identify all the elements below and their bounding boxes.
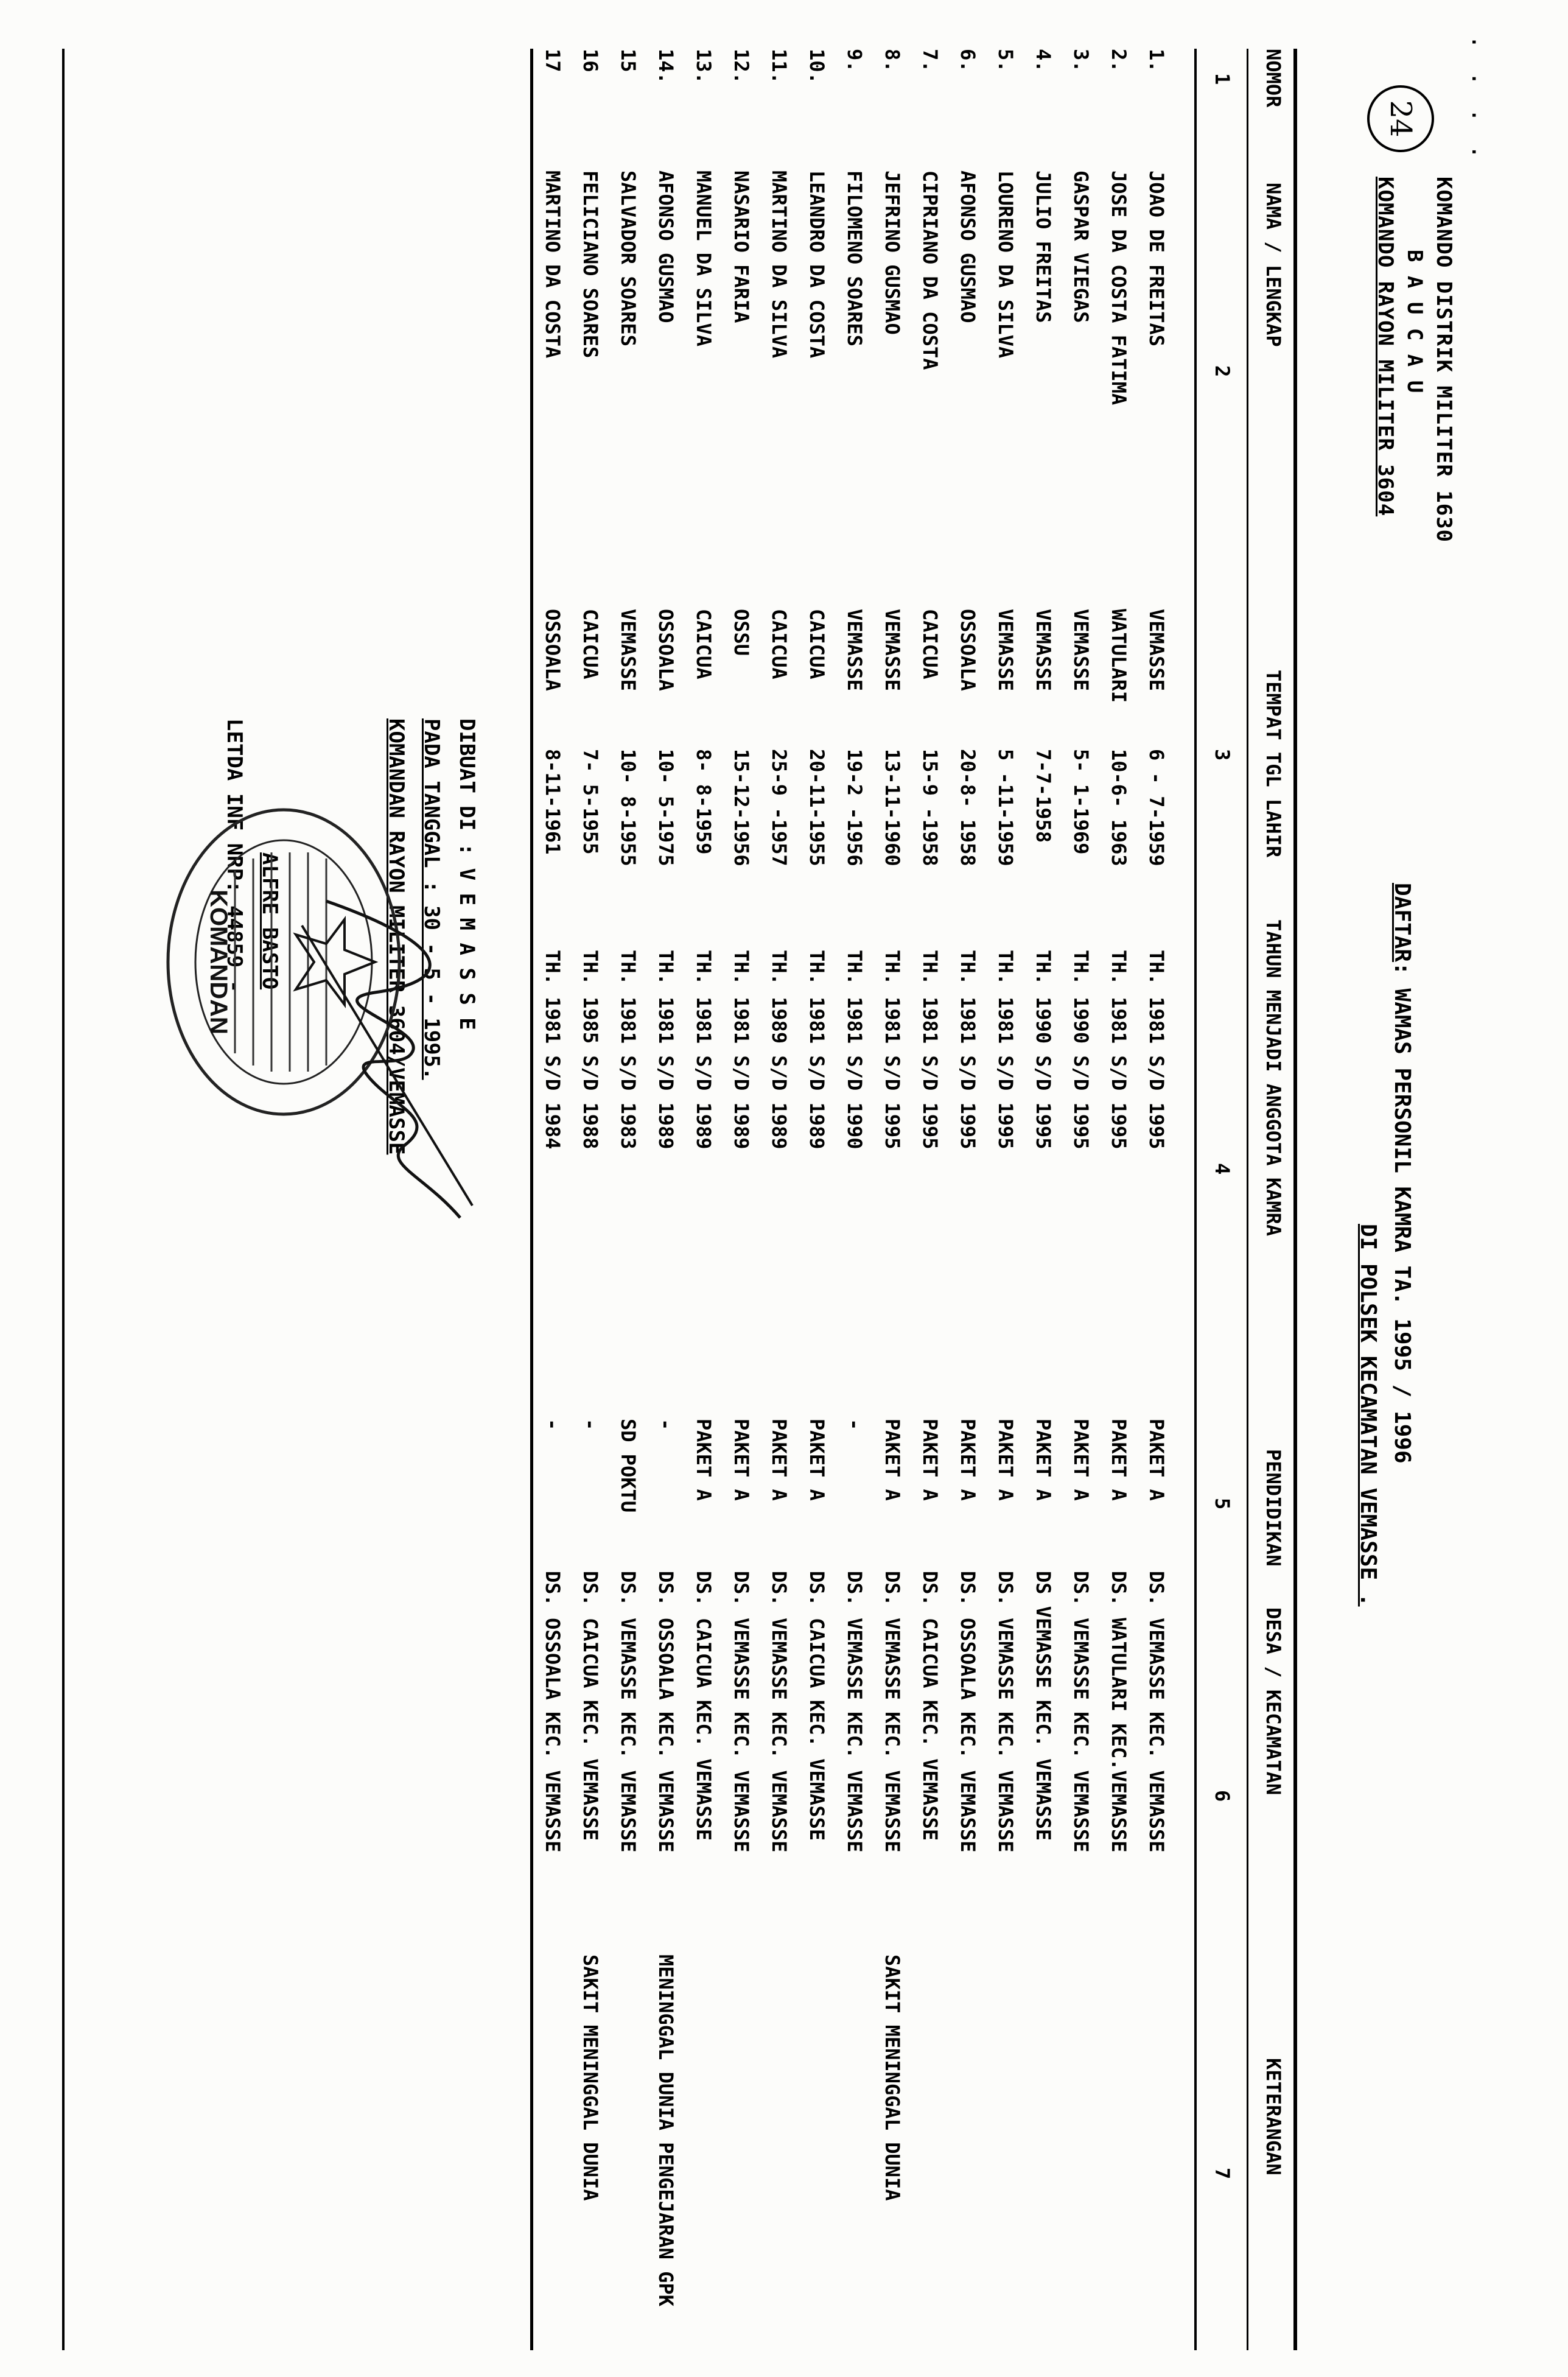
- table-header-row: [1251, 49, 1295, 2350]
- cell-nomor: 4.: [1032, 49, 1055, 72]
- cell-pendidikan: PAKET A: [881, 1419, 904, 1501]
- signature-office: KOMANDAN RAYON MILITER 3604/VEMASSE: [384, 718, 408, 1155]
- cell-tempat: OSSOALA: [654, 609, 677, 691]
- letterhead: [1371, 177, 1458, 542]
- cell-tgl-lahir: 7-7-1958: [1032, 749, 1055, 843]
- cell-nomor: 9.: [843, 49, 866, 72]
- cell-tahun: TH. 1981 S/D 1989: [730, 950, 753, 1150]
- cell-tahun: TH. 1981 S/D 1990: [843, 950, 866, 1150]
- cell-nama: MARTINO DA COSTA: [541, 170, 564, 359]
- cell-nomor: 3.: [1069, 49, 1093, 72]
- cell-tempat: OSSOALA: [541, 609, 564, 691]
- cell-desa: DS. VEMASSE KEC. VEMASSE: [843, 1571, 866, 1853]
- table-row: [908, 49, 952, 2350]
- cell-tempat: VEMASSE: [881, 609, 904, 691]
- cell-tgl-lahir: 10-6- 1963: [1107, 749, 1130, 866]
- cell-tgl-lahir: 10- 5-1975: [654, 749, 677, 866]
- letterhead-line-2: B A U C A U: [1402, 250, 1427, 394]
- cell-pendidikan: PAKET A: [1032, 1419, 1055, 1501]
- cell-pendidikan: PAKET A: [1107, 1419, 1130, 1501]
- cell-tgl-lahir: 7- 5-1955: [579, 749, 602, 855]
- cell-tempat: VEMASSE: [843, 609, 866, 691]
- cell-nomor: 8.: [881, 49, 904, 72]
- cell-nomor: 2.: [1107, 49, 1130, 72]
- cell-tahun: TH. 1989 S/D 1989: [768, 950, 791, 1150]
- colnum-5: 5: [1211, 1498, 1234, 1510]
- table-row: [1135, 49, 1178, 2350]
- cell-tempat: VEMASSE: [1032, 609, 1055, 691]
- cell-tempat: WATULARI: [1107, 609, 1130, 703]
- cell-nama: MANUEL DA SILVA: [692, 170, 715, 346]
- cell-pendidikan: PAKET A: [956, 1419, 979, 1501]
- cell-pendidikan: PAKET A: [730, 1419, 753, 1501]
- header-rule: [1247, 49, 1248, 2350]
- cell-nama: JOSE DA COSTA FATIMA: [1107, 170, 1130, 406]
- cell-tahun: TH. 1981 S/D 1995: [919, 950, 942, 1150]
- cell-tgl-lahir: 8- 8-1959: [692, 749, 715, 855]
- cell-desa: DS VEMASSE KEC. VEMASSE: [1032, 1571, 1055, 1841]
- page-bottom-rule: [62, 49, 65, 2350]
- cell-nomor: 5.: [994, 49, 1017, 72]
- cell-tempat: OSSU: [730, 609, 753, 656]
- table-row: [1059, 49, 1103, 2350]
- header-nama: NAMA / LENGKAP: [1262, 183, 1285, 347]
- colnum-4: 4: [1211, 1163, 1234, 1175]
- title-rest: : WAMAS PERSONIL KAMRA TA. 1995 / 1996: [1390, 962, 1415, 1464]
- cell-desa: DS. CAICUA KEC. VEMASSE: [579, 1571, 602, 1841]
- cell-desa: DS. VEMASSE KEC. VEMASSE: [994, 1571, 1017, 1853]
- cell-desa: DS. OSSOALA KEC. VEMASSE: [654, 1571, 677, 1853]
- cell-tahun: TH. 1981 S/D 1983: [617, 950, 640, 1150]
- cell-tgl-lahir: 20-8- 1958: [956, 749, 979, 866]
- cell-nama: CIPRIANO DA COSTA: [919, 170, 942, 370]
- header-tempat: TEMPAT TGL LAHIR: [1262, 670, 1285, 858]
- cell-nama: FILOMENO SOARES: [843, 170, 866, 346]
- table-row: [644, 49, 688, 2350]
- cell-nama: AFONSO GUSMAO: [956, 170, 979, 323]
- header-desa: DESA / KECAMATAN: [1262, 1607, 1285, 1796]
- letterhead-line-1: KOMANDO DISTRIK MILITER 1630: [1432, 177, 1456, 543]
- cell-nama: LEANDRO DA COSTA: [805, 170, 828, 359]
- cell-desa: DS. VEMASSE KEC. VEMASSE: [768, 1571, 791, 1853]
- colnum-7: 7: [1211, 2168, 1234, 2180]
- cell-nama: FELICIANO SOARES: [579, 170, 602, 359]
- table-row: [833, 49, 877, 2350]
- colnum-6: 6: [1211, 1790, 1234, 1802]
- cell-tahun: TH. 1990 S/D 1995: [1032, 950, 1055, 1150]
- cell-tahun: TH. 1981 S/D 1984: [541, 950, 564, 1150]
- signature-date: PADA TANGGAL : 30 - 5 - 1995.: [419, 718, 444, 1080]
- header-pendidikan: PENDIDIKAN: [1262, 1449, 1285, 1567]
- table-row: [1021, 49, 1065, 2350]
- table-row: [1097, 49, 1141, 2350]
- title-label: DAFTAR: [1390, 883, 1415, 963]
- cell-pendidikan: -: [579, 1419, 602, 1431]
- table-row: [606, 49, 650, 2350]
- table-row: [984, 49, 1027, 2350]
- cell-desa: DS. VEMASSE KEC. VEMASSE: [730, 1571, 753, 1853]
- cell-nama: AFONSO GUSMAO: [654, 170, 677, 323]
- cell-keterangan: SAKIT MENINGGAL DUNIA: [579, 1954, 602, 2201]
- cell-pendidikan: PAKET A: [1145, 1419, 1168, 1501]
- table-row: [719, 49, 763, 2350]
- cell-nama: JULIO FREITAS: [1032, 170, 1055, 323]
- cell-nomor: 7.: [919, 49, 942, 72]
- cell-tahun: TH. 1981 S/D 1995: [1145, 950, 1168, 1150]
- cell-tahun: TH. 1981 S/D 1989: [805, 950, 828, 1150]
- cell-tgl-lahir: 19-2 -1956: [843, 749, 866, 866]
- cell-tgl-lahir: 20-11-1955: [805, 749, 828, 866]
- title-subtitle: DI POLSEK KECAMATAN VEMASSE .: [1356, 1224, 1381, 1607]
- cell-tgl-lahir: 15-9 -1958: [919, 749, 942, 866]
- header-keterangan: KETERANGAN: [1262, 2058, 1285, 2175]
- handwritten-signature: [290, 889, 485, 1230]
- cell-tempat: VEMASSE: [1069, 609, 1093, 691]
- cell-desa: DS. CAICUA KEC. VEMASSE: [805, 1571, 828, 1841]
- table-row: [531, 49, 575, 2350]
- cell-pendidikan: -: [654, 1419, 677, 1431]
- signature-place: DIBUAT DI : V E M A S S E: [455, 718, 479, 1030]
- cell-nomor: 11.: [768, 49, 791, 84]
- page-number-mark: 24: [1367, 85, 1434, 152]
- cell-tahun: TH. 1981 S/D 1989: [692, 950, 715, 1150]
- cell-desa: DS. VEMASSE KEC. VEMASSE: [617, 1571, 640, 1853]
- cell-tahun: TH. 1985 S/D 1988: [579, 950, 602, 1150]
- colnum-2: 2: [1211, 365, 1234, 377]
- cell-desa: DS. WATULARI KEC.VEMASSE: [1107, 1571, 1130, 1853]
- cell-tahun: TH. 1981 S/D 1995: [881, 950, 904, 1150]
- cell-desa: DS. OSSOALA KEC. VEMASSE: [956, 1571, 979, 1853]
- cell-pendidikan: PAKET A: [692, 1419, 715, 1501]
- cell-tgl-lahir: 10- 8-1955: [617, 749, 640, 866]
- cell-pendidikan: PAKET A: [1069, 1419, 1093, 1501]
- signature-rank: LETDA INF NRP: 44859 -: [222, 718, 247, 993]
- cell-nama: JEFRINO GUSMAO: [881, 170, 904, 335]
- cell-pendidikan: PAKET A: [805, 1419, 828, 1501]
- cell-nama: NASARIO FARIA: [730, 170, 753, 323]
- colnum-rule: [1194, 49, 1197, 2350]
- cell-nama: SALVADOR SOARES: [617, 170, 640, 346]
- cell-keterangan: MENINGGAL DUNIA PENGEJARAN GPK: [654, 1954, 677, 2306]
- cell-tempat: VEMASSE: [994, 609, 1017, 691]
- cell-nomor: 1.: [1145, 49, 1168, 72]
- cell-tahun: TH. 1981 S/D 1995: [1107, 950, 1130, 1150]
- cell-tempat: VEMASSE: [617, 609, 640, 691]
- cell-tgl-lahir: 13-11-1960: [881, 749, 904, 866]
- table-row: [757, 49, 801, 2350]
- cell-desa: DS. CAICUA KEC. VEMASSE: [692, 1571, 715, 1841]
- cell-nomor: 12.: [730, 49, 753, 84]
- table-row: [870, 49, 914, 2350]
- cell-nomor: 13.: [692, 49, 715, 84]
- cell-nomor: 10.: [805, 49, 828, 84]
- table-row: [569, 49, 612, 2350]
- cell-desa: DS. VEMASSE KEC. VEMASSE: [1145, 1571, 1168, 1853]
- cell-tgl-lahir: 15-12-1956: [730, 749, 753, 866]
- cell-pendidikan: PAKET A: [919, 1419, 942, 1501]
- cell-desa: DS. VEMASSE KEC. VEMASSE: [881, 1571, 904, 1853]
- header-tahun: TAHUN MENJADI ANGGOTA KAMRA: [1262, 919, 1285, 1237]
- cell-tempat: VEMASSE: [1145, 609, 1168, 691]
- document-title: [1351, 883, 1419, 1607]
- cell-pendidikan: PAKET A: [768, 1419, 791, 1501]
- stamp-text: KOMANDAN: [205, 890, 232, 1034]
- page-dots: . . . .: [1468, 37, 1489, 165]
- letterhead-line-3: KOMANDO RAYON MILITER 3604: [1373, 177, 1398, 517]
- cell-pendidikan: SD POKTU: [617, 1419, 640, 1513]
- cell-tempat: CAICUA: [579, 609, 602, 679]
- colnum-3: 3: [1211, 749, 1234, 761]
- cell-tempat: CAICUA: [919, 609, 942, 679]
- cell-tgl-lahir: 5- 1-1969: [1069, 749, 1093, 855]
- cell-tempat: CAICUA: [768, 609, 791, 679]
- cell-tgl-lahir: 25-9 -1957: [768, 749, 791, 866]
- cell-nomor: 15: [617, 49, 640, 72]
- signature-name: ALFRE BASTO: [257, 852, 282, 990]
- cell-tgl-lahir: 8-11-1961: [541, 749, 564, 855]
- cell-nomor: 17: [541, 49, 564, 72]
- cell-tahun: TH. 1981 S/D 1995: [994, 950, 1017, 1150]
- cell-nomor: 6.: [956, 49, 979, 72]
- cell-tgl-lahir: 6 - 7-1959: [1145, 749, 1168, 866]
- table-row: [795, 49, 839, 2350]
- cell-nama: JOAO DE FREITAS: [1145, 170, 1168, 346]
- cell-pendidikan: -: [541, 1419, 564, 1431]
- cell-pendidikan: PAKET A: [994, 1419, 1017, 1501]
- cell-tahun: TH. 1981 S/D 1989: [654, 950, 677, 1150]
- column-number-row: [1200, 49, 1244, 2350]
- colnum-1: 1: [1211, 73, 1234, 85]
- cell-nama: MARTINO DA SILVA: [768, 170, 791, 359]
- cell-desa: DS. VEMASSE KEC. VEMASSE: [1069, 1571, 1093, 1853]
- table-row: [682, 49, 726, 2350]
- cell-tempat: CAICUA: [692, 609, 715, 679]
- table-row: [946, 49, 990, 2350]
- cell-tempat: CAICUA: [805, 609, 828, 679]
- header-nomor: NOMOR: [1262, 49, 1285, 108]
- cell-tahun: TH. 1981 S/D 1995: [956, 950, 979, 1150]
- cell-tgl-lahir: 5 -11-1959: [994, 749, 1017, 866]
- cell-nomor: 16: [579, 49, 602, 72]
- cell-nama: GASPAR VIEGAS: [1069, 170, 1093, 323]
- cell-desa: DS. CAICUA KEC. VEMASSE: [919, 1571, 942, 1841]
- cell-tahun: TH. 1990 S/D 1995: [1069, 950, 1093, 1150]
- cell-keterangan: SAKIT MENINGGAL DUNIA: [881, 1954, 904, 2201]
- cell-tempat: OSSOALA: [956, 609, 979, 691]
- cell-nomor: 14.: [654, 49, 677, 84]
- cell-desa: DS. OSSOALA KEC. VEMASSE: [541, 1571, 564, 1853]
- cell-pendidikan: -: [843, 1419, 866, 1431]
- cell-nama: LOURENO DA SILVA: [994, 170, 1017, 359]
